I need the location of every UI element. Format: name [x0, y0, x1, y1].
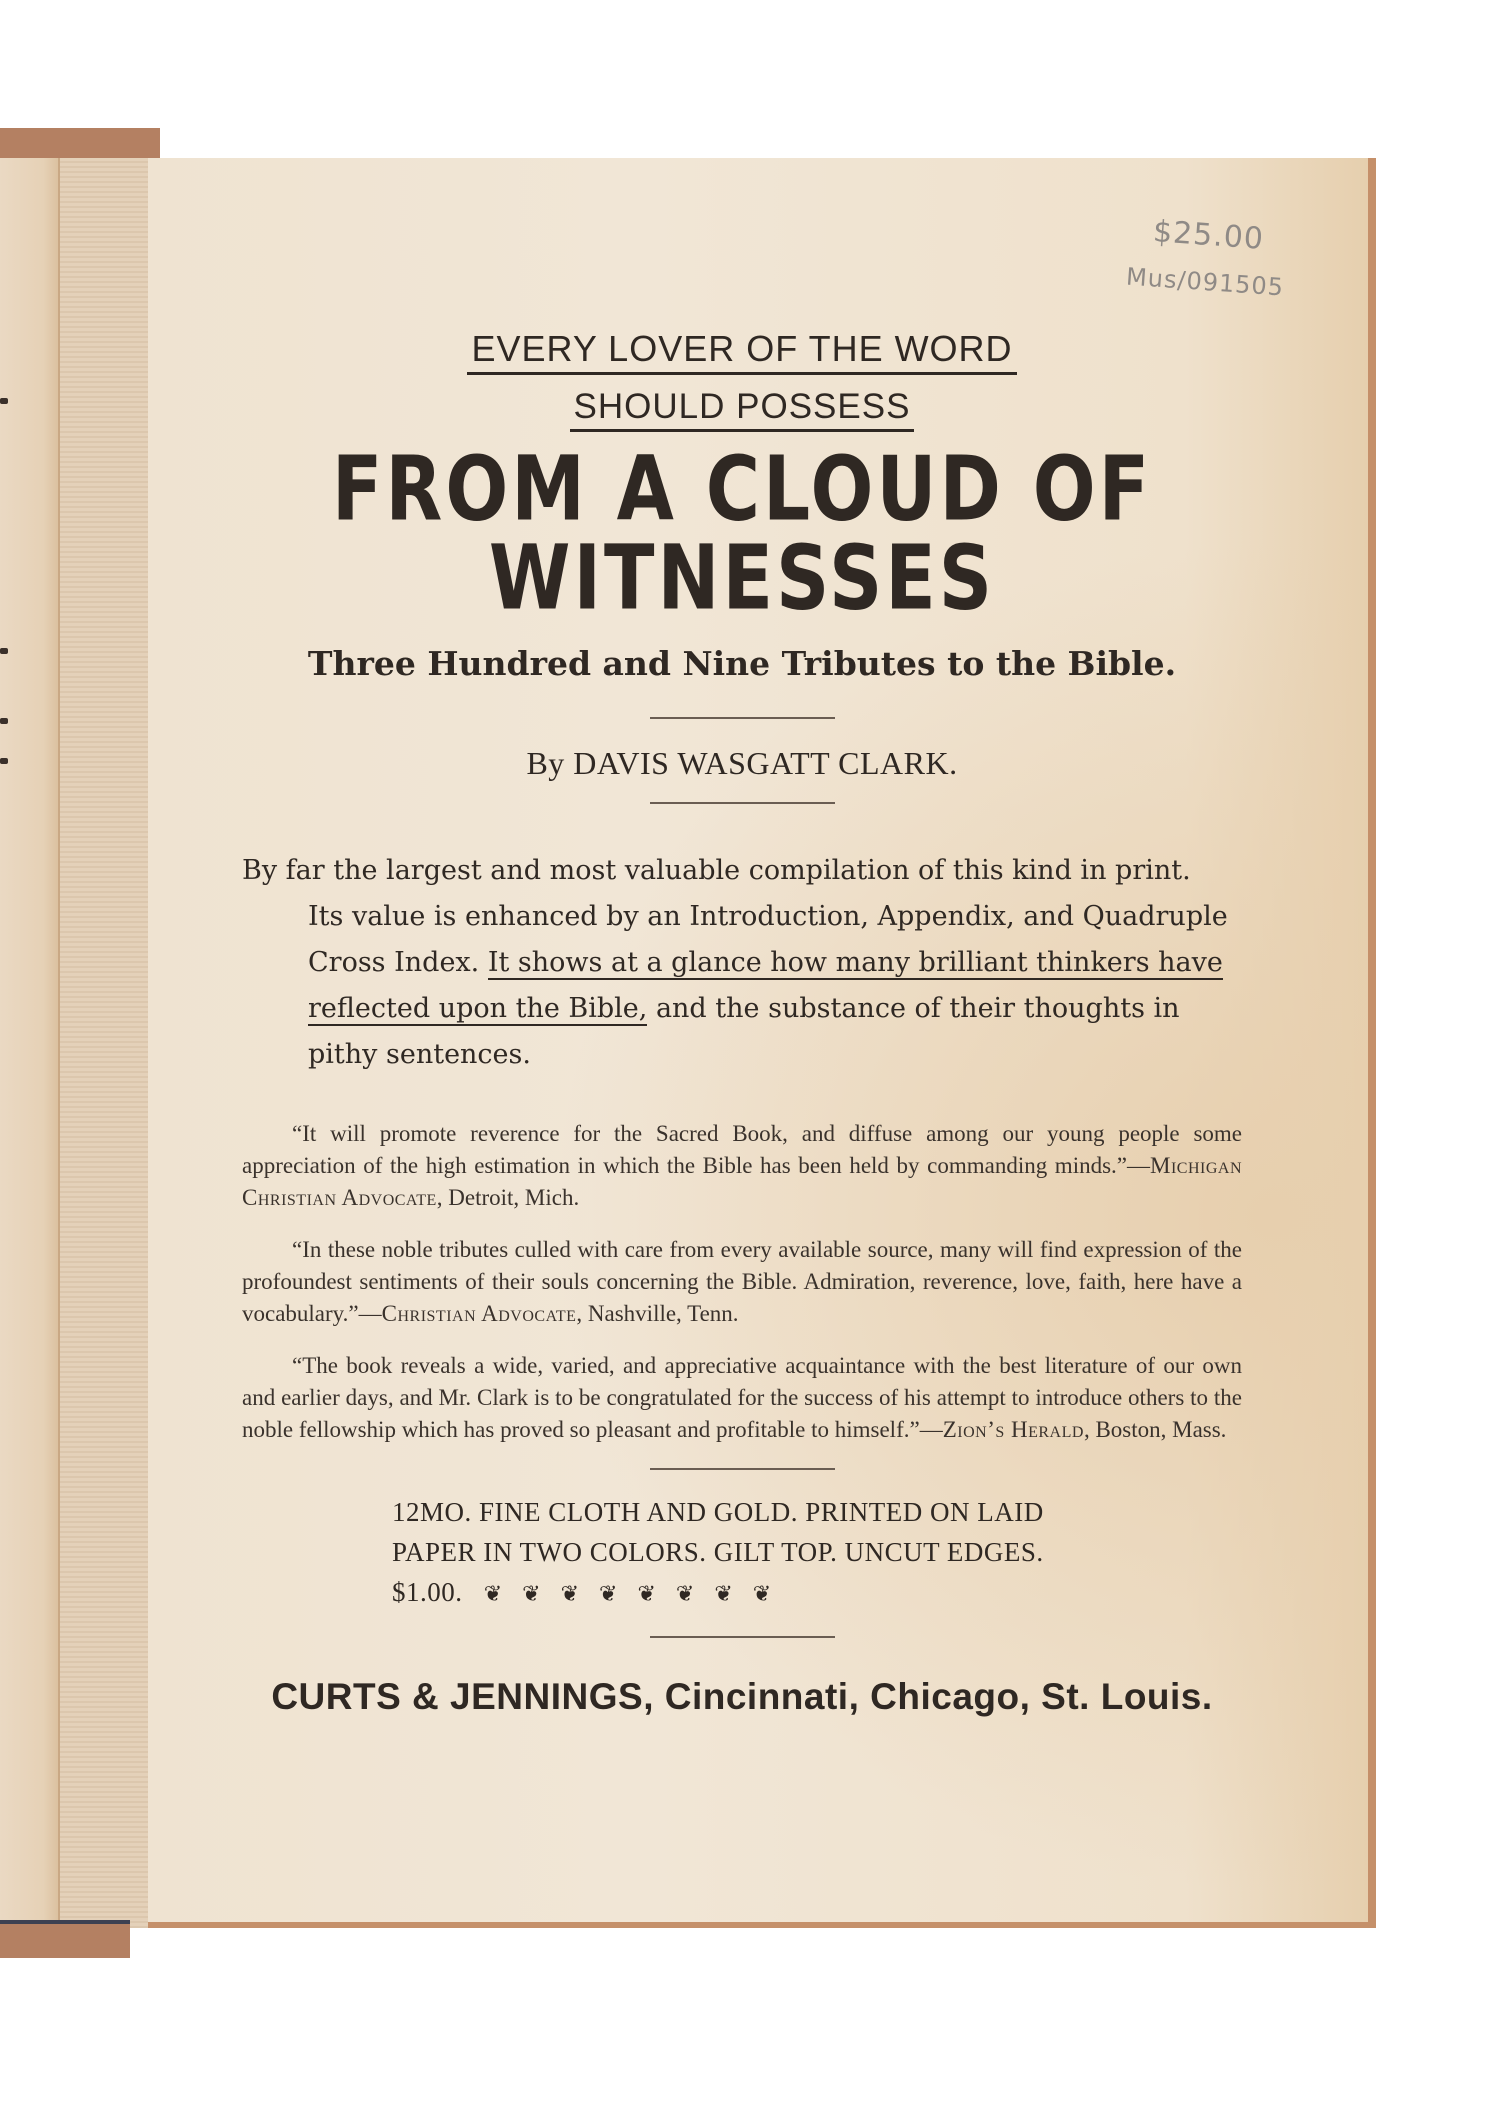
underlined-sentence: It shows at a glance how many brilliant thinkers have reflected upon the Bible, — [308, 947, 1223, 1024]
specs-text: 12MO. FINE CLOTH AND GOLD. PRINTED ON LAID PAPER IN TWO COLORS. GILT TOP. UNCUT EDGES. $1.00. — [392, 1497, 1044, 1607]
quote-source: Christian Advocate — [381, 1301, 577, 1326]
quote-place: , Detroit, Mich. — [436, 1185, 580, 1210]
fleuron-ornaments: ❦❦❦❦❦❦❦❦ — [483, 1581, 792, 1606]
quote-text: “In these noble tributes culled with care from every available source, many will find expression of the profoundest sentiments of their souls concerning the Bible. Admiration, reverence, love, faith, here have a vocabulary.”— — [242, 1237, 1242, 1326]
quote-text: “The book reveals a wide, varied, and appreciative acquaintance with the best literature of our own and earlier days, and Mr. Clark is to be congratulated for the success of his attempt to introduce others to the noble fellowship which has proved so pleasant and profitable to himself.”— — [242, 1353, 1242, 1442]
advertisement-content — [242, 318, 1242, 1718]
quote-source: Michigan Christian Advocate — [242, 1153, 1242, 1210]
author-byline: By DAVIS WASGATT CLARK. — [526, 745, 958, 781]
divider-rule — [650, 1636, 835, 1638]
book-title: FROM A CLOUD OF WITNESSES — [331, 438, 1153, 630]
review-quote — [242, 1350, 1242, 1446]
quote-place: , Nashville, Tenn. — [576, 1301, 739, 1326]
publisher-imprint: CURTS & JENNINGS, Cincinnati, Chicago, St. Louis. — [271, 1676, 1213, 1717]
book-specifications — [392, 1492, 1092, 1614]
review-quote — [242, 1234, 1242, 1330]
quote-text: “It will promote reverence for the Sacred Book, and diffuse among our young people some appreciation of the high estimation in which the Bible has been held by commanding minds.”— — [242, 1121, 1242, 1178]
divider-rule — [650, 717, 835, 719]
book-gutter — [58, 158, 153, 1928]
page-leaf — [148, 158, 1376, 1928]
intro-paragraph — [242, 848, 1242, 1078]
pencil-inventory-code: Mus/091505 — [1125, 262, 1285, 302]
previous-page-text-marks — [0, 158, 12, 1928]
pencil-price-note: $25.00 — [1151, 214, 1266, 257]
divider-rule — [650, 802, 835, 804]
previous-page-edge — [0, 158, 62, 1928]
open-book — [0, 128, 1385, 1958]
intro-text-end: and the substance of their thoughts in pithy sentences. — [308, 993, 1180, 1070]
heading-line-2: SHOULD POSSESS — [570, 387, 915, 432]
heading-line-1: EVERY LOVER OF THE WORD — [467, 328, 1016, 375]
binding-bottom — [0, 1920, 130, 1958]
divider-rule — [650, 1468, 835, 1470]
quote-place: , Boston, Mass. — [1083, 1417, 1227, 1442]
intro-text: By far the largest and most valuable compilation of this kind in print. Its value is enhanced by an Introduction, Appendix, and Quadruple Cross Index. — [242, 855, 1228, 978]
review-quote — [242, 1118, 1242, 1214]
quote-source: Zion’s Herald — [942, 1417, 1084, 1442]
book-subtitle: Three Hundred and Nine Tributes to the Bible. — [307, 644, 1177, 683]
